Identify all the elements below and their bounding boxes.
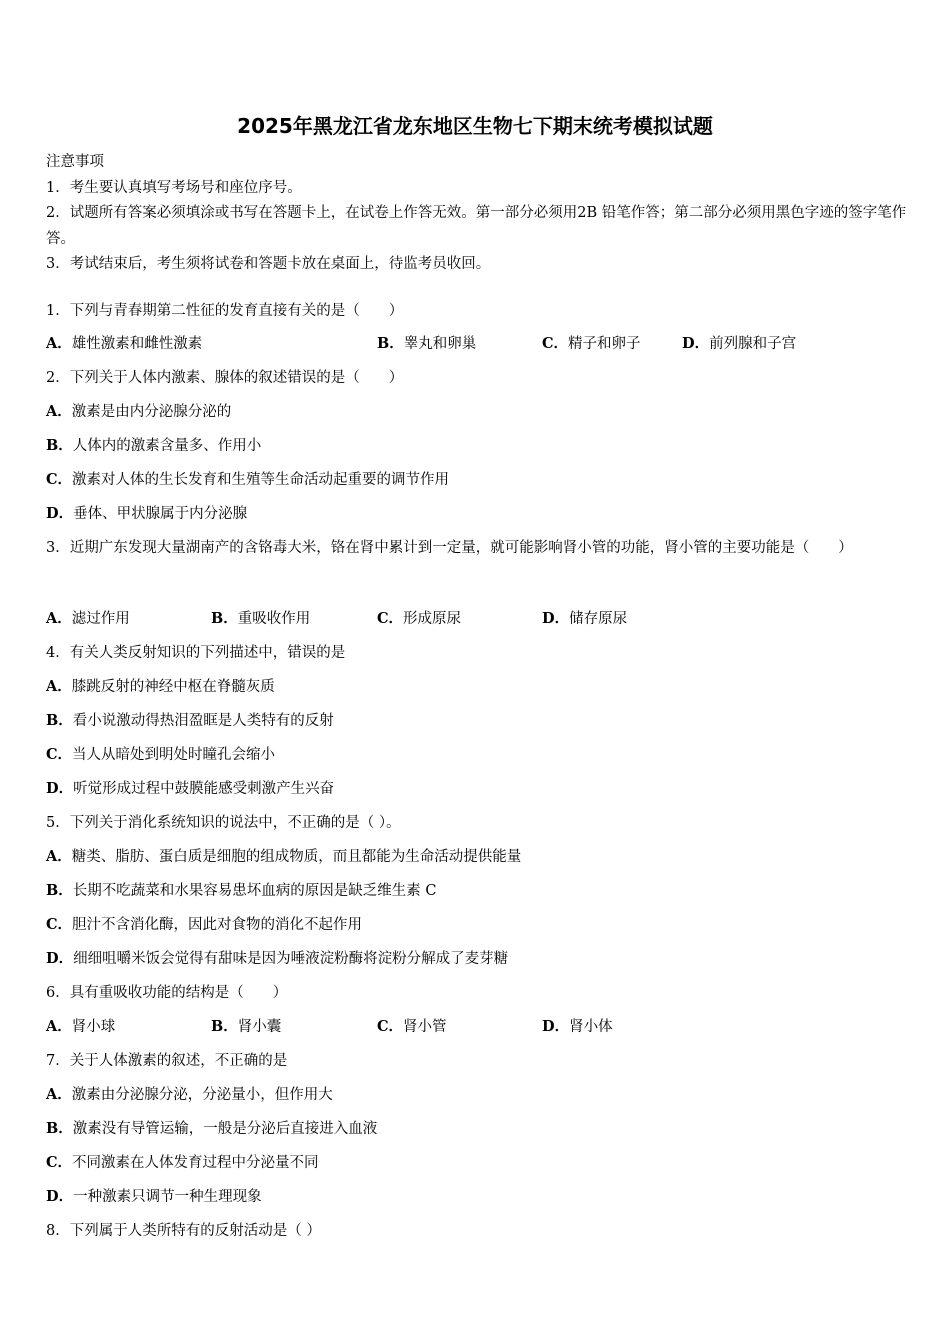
- option-text: 滤过作用: [71, 611, 130, 627]
- option-text: 细细咀嚼米饭会觉得有甜味是因为唾液淀粉酶将淀粉分解成了麦芽糖: [73, 951, 509, 967]
- option-letter: A．: [46, 1086, 72, 1103]
- option: [46, 1151, 319, 1175]
- option-letter: D．: [46, 950, 74, 967]
- option: [46, 1015, 115, 1039]
- option-text: 激素由分泌腺分泌，分泌量小，但作用大: [71, 1087, 333, 1103]
- option: [46, 400, 231, 424]
- notice-section: [46, 150, 908, 278]
- option: [211, 607, 310, 631]
- option-text: 肾小体: [569, 1019, 613, 1035]
- option-letter: C．: [46, 471, 73, 488]
- option-text: 睾丸和卵巢: [403, 336, 477, 352]
- option: [46, 1117, 377, 1141]
- option-letter: A．: [46, 610, 72, 627]
- option: [377, 1015, 447, 1039]
- option: [46, 434, 261, 458]
- option: [377, 332, 476, 356]
- option-row: [46, 607, 908, 631]
- option-text: 胆汁不含消化酶，因此对食物的消化不起作用: [72, 917, 363, 933]
- option-text: 垂体、甲状腺属于内分泌腺: [73, 506, 248, 522]
- option: [46, 502, 247, 526]
- option: [542, 332, 641, 356]
- option-text: 激素是由内分泌腺分泌的: [71, 404, 232, 420]
- option-letter: B．: [46, 1120, 73, 1137]
- option-text: 膝跳反射的神经中枢在脊髓灰质: [71, 679, 275, 695]
- option-text: 肾小囊: [237, 1019, 282, 1035]
- option-letter: B．: [46, 437, 73, 454]
- question-stem: 4．有关人类反射知识的下列描述中，错误的是: [46, 645, 346, 661]
- option: [46, 743, 275, 767]
- option-text: 当人从暗处到明处时瞳孔会缩小: [72, 747, 276, 763]
- option: [46, 777, 334, 801]
- option: [46, 607, 130, 631]
- option-letter: C．: [377, 1018, 404, 1035]
- question-stem: 6．具有重吸收功能的结构是（ ）: [46, 985, 288, 1001]
- option-letter: B．: [377, 335, 404, 352]
- question-stem: 7．关于人体激素的叙述，不正确的是: [46, 1053, 288, 1069]
- option-text: 肾小管: [403, 1019, 447, 1035]
- option-text: 一种激素只调节一种生理现象: [73, 1189, 262, 1205]
- option-letter: B．: [211, 610, 238, 627]
- option-text: 听觉形成过程中鼓膜能感受刺激产生兴奋: [73, 781, 335, 797]
- option-letter: D．: [46, 505, 74, 522]
- option-text: 激素对人体的生长发育和生殖等生命活动起重要的调节作用: [72, 472, 450, 488]
- option: [46, 947, 508, 971]
- option-letter: C．: [377, 610, 404, 627]
- question-stem: 8．下列属于人类所特有的反射活动是（ ）: [46, 1223, 321, 1239]
- option-text: 长期不吃蔬菜和水果容易患坏血病的原因是缺乏维生素 C: [72, 883, 437, 899]
- option-letter: A．: [46, 403, 72, 420]
- option-letter: D．: [542, 610, 570, 627]
- option-text: 精子和卵子: [568, 336, 641, 352]
- option-letter: C．: [542, 335, 569, 352]
- option-letter: D．: [46, 1188, 74, 1205]
- option-letter: A．: [46, 848, 72, 865]
- question-stem: 1．下列与青春期第二性征的发育直接有关的是（ ）: [46, 303, 404, 319]
- option-letter: D．: [682, 335, 710, 352]
- exam-title: 2025年黑龙江省龙东地区生物七下期末统考模拟试题: [237, 114, 713, 138]
- option-text: 重吸收作用: [237, 611, 311, 627]
- option: [46, 1083, 333, 1107]
- option: [46, 879, 436, 903]
- option: [542, 607, 627, 631]
- question-stem: 5．下列关于消化系统知识的说法中，不正确的是（ ）。: [46, 815, 401, 831]
- option: [46, 675, 275, 699]
- option-text: 糖类、脂肪、蛋白质是细胞的组成物质，而且都能为生命活动提供能量: [71, 849, 522, 865]
- notice-heading: 注意事项: [46, 154, 104, 170]
- notice-item: 3．考试结束后，考生须将试卷和答题卡放在桌面上，待监考员收回。: [46, 256, 491, 272]
- option-row: [46, 1015, 908, 1039]
- option-text: 看小说激动得热泪盈眶是人类特有的反射: [72, 713, 334, 729]
- notice-item: 2．试题所有答案必须填涂或书写在答题卡上，在试卷上作答无效。第一部分必须用2B 铅笔作答；第二部分必须用黑色字迹的签字笔作答。: [46, 205, 907, 247]
- option-letter: C．: [46, 746, 73, 763]
- question-stem: 2．下列关于人体内激素、腺体的叙述错误的是（ ）: [46, 370, 404, 386]
- option: [46, 709, 334, 733]
- option: [211, 1015, 281, 1039]
- option-letter: A．: [46, 1018, 72, 1035]
- option-text: 储存原尿: [569, 611, 628, 627]
- option: [377, 607, 461, 631]
- option-text: 激素没有导管运输，一般是分泌后直接进入血液: [72, 1121, 378, 1137]
- option: [46, 468, 449, 492]
- option-letter: B．: [46, 882, 73, 899]
- option: [682, 332, 796, 356]
- option-row: [46, 332, 908, 356]
- option: [46, 913, 362, 937]
- option-text: 前列腺和子宫: [709, 336, 797, 352]
- option-text: 不同激素在人体发育过程中分泌量不同: [72, 1155, 319, 1171]
- question-stem: 3．近期广东发现大量湖南产的含铬毒大米，铬在肾中累计到一定量，就可能影响肾小管的功能，肾小管的主要功能是（ ）: [46, 540, 853, 556]
- option-letter: B．: [211, 1018, 238, 1035]
- notice-item: 1．考生要认真填写考场号和座位序号。: [46, 179, 302, 196]
- option: [542, 1015, 613, 1039]
- option: [46, 332, 202, 356]
- option: [46, 845, 521, 869]
- option-letter: D．: [542, 1018, 570, 1035]
- option-text: 人体内的激素含量多、作用小: [72, 438, 262, 454]
- option-text: 雄性激素和雌性激素: [71, 336, 203, 352]
- option-letter: C．: [46, 1154, 73, 1171]
- option-letter: C．: [46, 916, 73, 933]
- option: [46, 1185, 262, 1209]
- option-text: 形成原尿: [403, 611, 462, 627]
- option-text: 肾小球: [71, 1019, 116, 1035]
- option-letter: B．: [46, 712, 73, 729]
- option-letter: D．: [46, 780, 74, 797]
- option-letter: A．: [46, 335, 72, 352]
- option-letter: A．: [46, 678, 72, 695]
